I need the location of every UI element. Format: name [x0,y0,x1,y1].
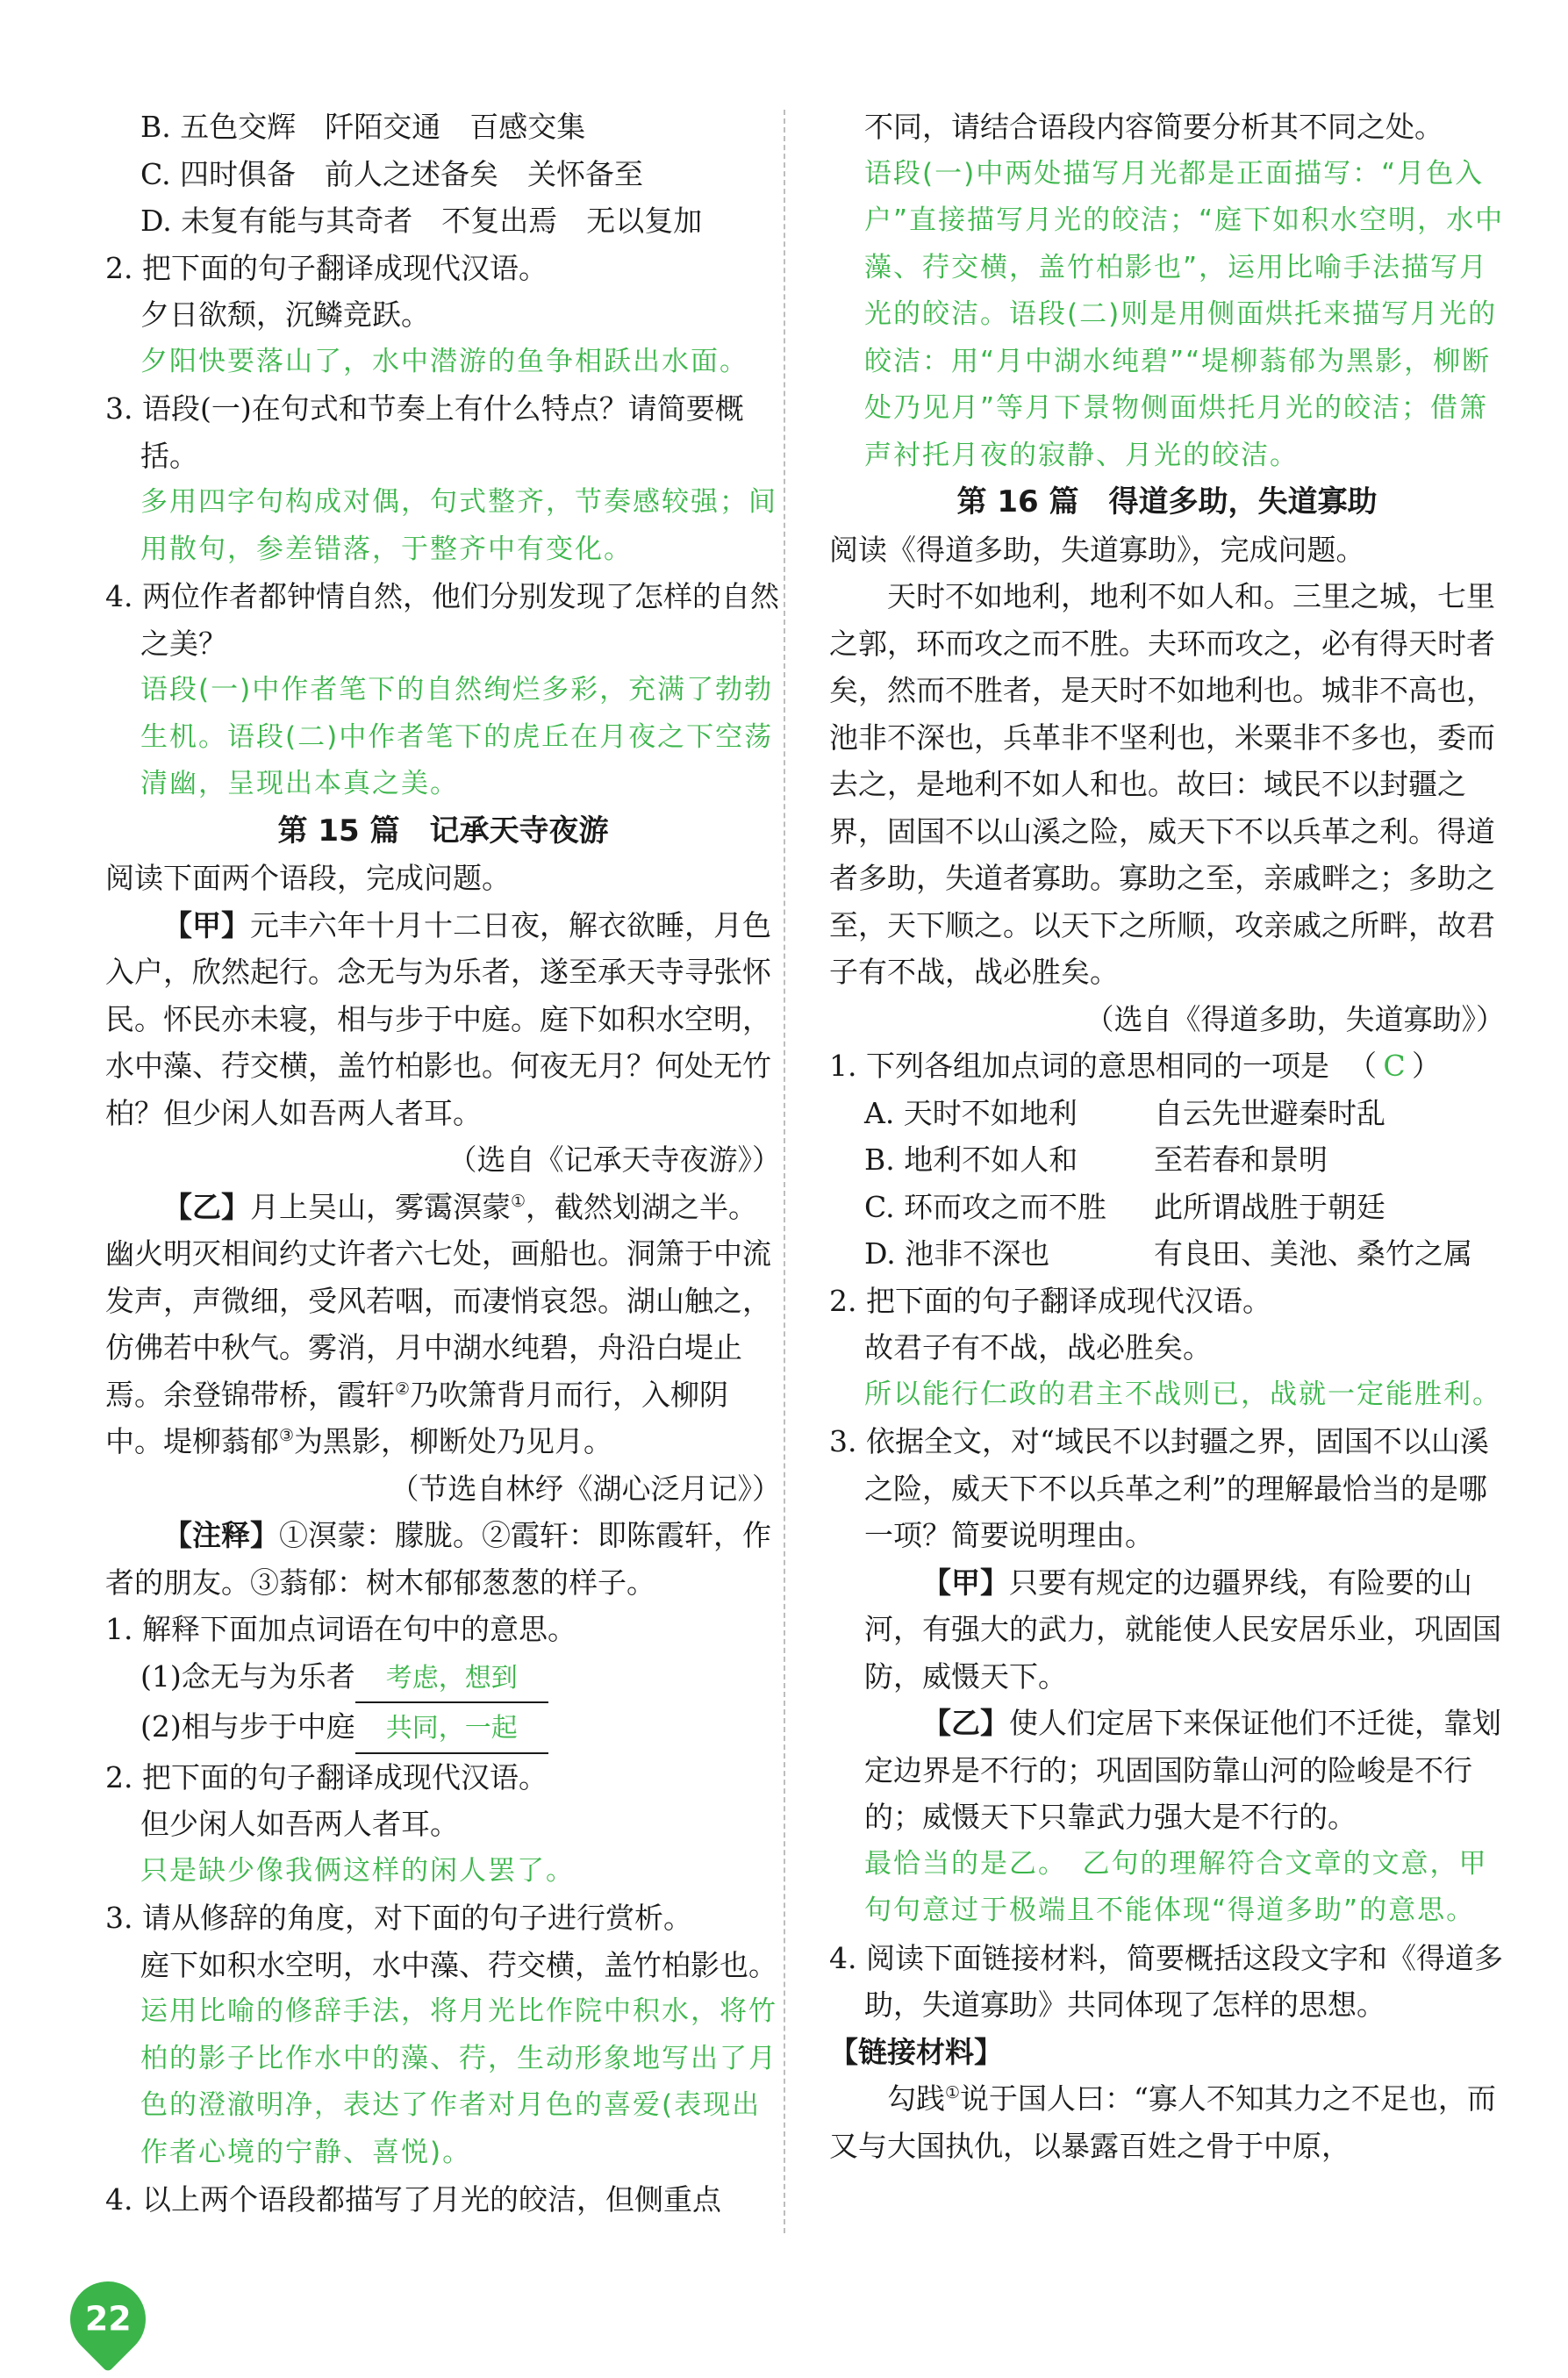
passage-16: 天时不如地利，地利不如人和。三里之城，七里之郭，环而攻之而不胜。夫环而攻之，必有得天时者矣，然而不胜者，是天时不如地利也。城非不高也，池非不深也，兵革非不坚利也，米粟非不多也，委而去之，是地利不如人和也。故曰：域民不以封疆之界，固国不以山溪之险，威天下不以兵革之利。得道者多助，失道者寡助。寡助之至，亲戚畔之；多助之至，天下顺之。以天下之所顺，攻亲戚之所畔，故君子有不战，战必胜矣。 [829,579,1495,989]
page-number: 22 [84,2300,132,2339]
question-16-4: 4. 阅读下面链接材料，简要概括这段文字和《得道多助，失道寡助》共同体现了怎样的思想。 [829,1940,1503,2022]
question-1: 1. 解释下面加点词语在句中的意思。 [105,1612,576,1646]
section-title-15: 第 15 篇 记承天寺夜游 [277,813,609,849]
question-16-3-answer: 最恰当的是乙。 乙句的理解符合文章的文意，甲句句意过于极端且不能体现“得道多助”的意思。 [864,1847,1488,1926]
page-number-badge [54,2266,161,2373]
link-material-label [829,2029,1505,2076]
question-16-1 [829,1042,1505,1090]
question-2-sentence: 但少闲人如吾两人者耳。 [140,1807,459,1841]
question-2-prev: 2. 把下面的句子翻译成现代汉语。 [105,250,548,285]
question-4-continued: 不同，请结合语段内容简要分析其不同之处。 [864,110,1443,144]
question-1-2-text: (2)相与步于中庭 [140,1709,355,1744]
passage-yi [105,1184,781,1465]
notes-text: ①溟蒙：朦胧。②霞轩：即陈霞轩，作者的朋友。③蓊郁：树木郁郁葱葱的样子。 [105,1518,771,1600]
option-jia-text: 只要有规定的边疆界线，有险要的山河，有强大的武力，就能使人民安居乐业，巩固国防，威慑天下。 [864,1565,1501,1694]
section-title-16: 第 16 篇 得道多助，失道寡助 [956,484,1378,519]
link-footnote-marker: ① [945,2083,961,2102]
question-3-sentence: 庭下如积水空明，水中藻、荇交横，盖竹柏影也。 [140,1947,777,1982]
footnote-marker-1: ① [511,1191,526,1211]
question-4-prev: 4. 两位作者都钟情自然，他们分别发现了怎样的自然之美？ [105,579,779,661]
option-row-b [829,1136,1505,1184]
question-16-1-text: 1. 下列各组加点词的意思相同的一项是 [829,1049,1329,1083]
left-column [105,104,781,2224]
question-1-1 [105,1653,781,1704]
option-b-right: 至若春和景明 [1154,1142,1328,1177]
option-jia-label: 【甲】 [922,1565,1009,1600]
option-d-right: 有良田、美池、桑竹之属 [1154,1236,1472,1271]
paren-open: （ [1347,1049,1377,1083]
section-intro-16: 阅读《得道多助，失道寡助》，完成问题。 [829,532,1365,567]
question-2: 2. 把下面的句子翻译成现代汉语。 [105,1759,548,1794]
passage-yi-text-c: 乃吹箫背月而行，入柳阴中。堤柳蓊郁 [105,1377,729,1458]
question-2-prev-answer: 夕阳快要落山了，水中潜游的鱼争相跃出水面。 [140,345,748,377]
question-3-prev-answer: 多用四字句构成对偶，句式整齐，节奏感较强；间用散句，参差错落，于整齐中有变化。 [140,486,777,565]
question-2-answer: 只是缺少像我俩这样的闲人罢了。 [140,1854,575,1887]
question-1-1-text: (1)念无与为乐者 [140,1658,355,1694]
question-1-1-answer: 考虑，想到 [355,1655,548,1704]
right-column [829,104,1505,2169]
question-1-2-answer: 共同，一起 [355,1705,548,1754]
question-16-1-answer: C [1383,1049,1406,1083]
passage-yi-source: （节选自林纾《湖心泛月记》） [390,1471,781,1506]
notes-label: 【注释】 [163,1518,279,1552]
option-row-a [829,1090,1505,1137]
footnote-marker-3: ③ [279,1426,295,1445]
option-yi [829,1700,1505,1841]
link-text-b: 说于国人曰：“寡人不知其力之不足也，而又与大国执仇，以暴露百姓之骨于中原， [829,2081,1496,2163]
question-1-2 [105,1703,781,1754]
option-b-left: B. 地利不如人和 [864,1142,1078,1177]
option-d: D. 未复有能与其奇者 不复出焉 无以复加 [140,204,703,238]
column-divider [784,110,785,2233]
question-4-answer: 语段(一)中两处描写月光都是正面描写：“月色入户”直接描写月光的皎洁；“庭下如积水空明，水中藻、荇交横，盖竹柏影也”，运用比喻手法描写月光的皎洁。语段(二)则是用侧面烘托来描写月光的皎洁：用“月中湖水纯碧”“堤柳蓊郁为黑影，柳断处乃见月”等月下景物侧面烘托月光的皎洁；借箫声衬托月夜的寂静、月光的皎洁。 [864,157,1505,471]
question-16-2: 2. 把下面的句子翻译成现代汉语。 [829,1283,1271,1318]
question-4: 4. 以上两个语段都描写了月光的皎洁，但侧重点 [105,2182,721,2217]
notes [105,1512,781,1606]
link-text-a: 勾践 [887,2081,945,2116]
option-a-left: A. 天时不如地利 [864,1095,1078,1130]
label-jia: 【甲】 [163,907,250,942]
passage-16-source: （选自《得道多助，失道寡助》） [1085,1001,1505,1036]
option-c: C. 四时俱备 前人之述备矣 关怀备至 [140,156,644,191]
question-16-3: 3. 依据全文，对“域民不以封疆之界，固国不以山溪之险，威天下不以兵革之利”的理解最恰当的是哪一项？简要说明理由。 [829,1424,1489,1552]
question-16-2-answer: 所以能行仁政的君主不战则已，战就一定能胜利。 [864,1378,1501,1410]
option-row-c [829,1184,1505,1231]
question-3-prev: 3. 语段(一)在句式和节奏上有什么特点？请简要概括。 [105,391,744,473]
footnote-marker-2: ② [395,1379,411,1399]
passage-yi-text-b: ，截然划湖之半。幽火明灭相间约丈许者六七处，画船也。洞箫于中流发声，声微细，受风若咽，而凄悄哀怨。湖山触之，仿佛若中秋气。雾消，月中湖水纯碧，舟沿白堤止焉。余登锦带桥，霞轩 [105,1189,771,1412]
link-label: 【链接材料】 [829,2034,1003,2069]
paren-close: ） [1411,1049,1441,1083]
option-d-left: D. 池非不深也 [864,1236,1050,1271]
option-row-d [829,1230,1505,1278]
passage-jia-source: （选自《记承天寺夜游》） [447,1142,781,1177]
option-yi-label: 【乙】 [922,1706,1009,1740]
question-2-prev-sentence: 夕日欲颓，沉鳞竞跃。 [140,297,430,332]
option-a-right: 自云先世避秦时乱 [1154,1095,1385,1130]
question-3: 3. 请从修辞的角度，对下面的句子进行赏析。 [105,1901,692,1935]
option-c-left: C. 环而攻之而不胜 [864,1189,1107,1224]
section-intro-15: 阅读下面两个语段，完成问题。 [105,861,511,895]
question-4-prev-answer: 语段(一)中作者笔下的自然绚烂多彩，充满了勃勃生机。语段(二)中作者笔下的虎丘在月夜之下空荡清幽，呈现出本真之美。 [140,674,774,799]
passage-yi-text-d: 为黑影，柳断处乃见月。 [294,1424,613,1458]
option-yi-text: 使人们定居下来保证他们不迁徙，靠划定边界是不行的；巩固国防靠山河的险峻是不行的；威慑天下只靠武力强大是不行的。 [864,1706,1501,1834]
passage-jia-text: 元丰六年十月十二日夜，解衣欲睡，月色入户，欣然起行。念无与为乐者，遂至承天寺寻张怀民。怀民亦未寝，相与步于中庭。庭下如积水空明，水中藻、荇交横，盖竹柏影也。何夜无月？何处无竹柏？但少闲人如吾两人者耳。 [105,907,771,1130]
option-jia [829,1559,1505,1701]
passage-jia [105,902,781,1137]
option-c-right: 此所谓战胜于朝廷 [1154,1189,1385,1224]
passage-yi-text-a: 月上吴山，雾霭溟蒙 [250,1189,511,1224]
link-material-text [829,2075,1505,2169]
option-b: B. 五色交辉 阡陌交通 百感交集 [140,110,586,144]
label-yi: 【乙】 [163,1189,250,1224]
question-16-2-sentence: 故君子有不战，战必胜矣。 [864,1330,1212,1364]
question-3-answer: 运用比喻的修辞手法，将月光比作院中积水，将竹柏的影子比作水中的藻、荇，生动形象地写出了月色的澄澈明净，表达了作者对月色的喜爱(表现出作者心境的宁静、喜悦)。 [140,1995,777,2168]
